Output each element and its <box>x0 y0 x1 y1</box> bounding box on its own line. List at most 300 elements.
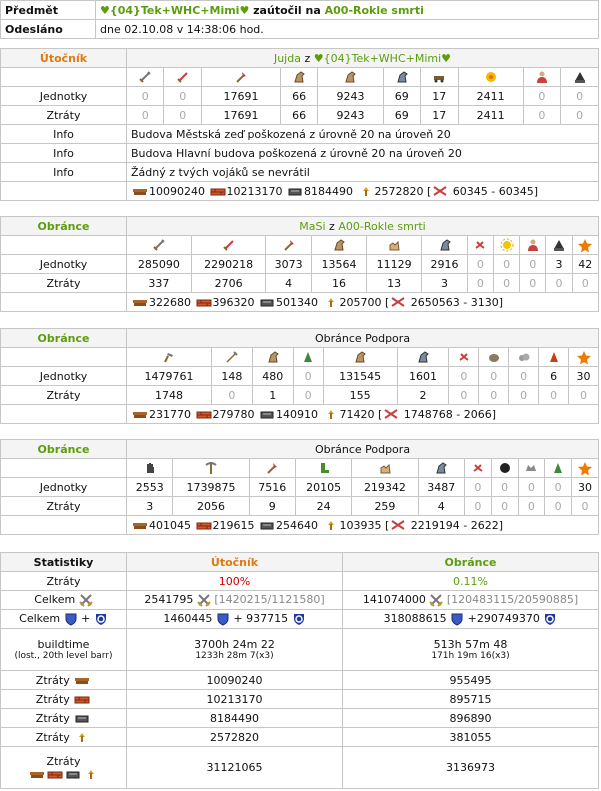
crop-icon <box>323 409 339 420</box>
statistics-table <box>0 552 599 789</box>
wood-icon <box>132 297 148 308</box>
wood-icon <box>29 769 45 780</box>
unit-count: 1601 <box>397 367 449 386</box>
stats-title: Statistiky <box>1 553 127 572</box>
capacity-icon <box>383 409 399 420</box>
sent-value: dne 02.10.08 v 14:38:06 hod. <box>96 20 599 39</box>
unit-count: 6 <box>539 367 569 386</box>
clay-icon <box>210 186 226 197</box>
losses-label: Ztráty <box>1 497 127 516</box>
star-icon <box>578 238 592 252</box>
wolf-icon <box>524 461 538 475</box>
unit-count: 66 <box>280 87 317 106</box>
z-text: z <box>304 51 311 65</box>
attacker-table <box>0 48 599 201</box>
resource-value: 322680 <box>149 295 191 309</box>
defender-role: Obránce <box>1 440 127 459</box>
rock-icon <box>487 350 501 364</box>
unit-count: 7516 <box>249 478 295 497</box>
horse-icon <box>353 350 367 364</box>
unit-count: 148 <box>211 367 252 386</box>
unit-count: 30 <box>569 367 599 386</box>
resource-value: 231770 <box>149 407 191 421</box>
iron-icon <box>287 186 303 197</box>
total-label: Celkem <box>19 612 61 625</box>
resource-loss-defender: 3136973 <box>343 747 599 789</box>
unit-count: 0 <box>449 386 479 405</box>
iron-icon <box>74 713 90 724</box>
unit-count: 0 <box>211 386 252 405</box>
unit-icon-cell <box>127 68 164 87</box>
resource-value: 205700 <box>339 295 382 309</box>
camel-icon <box>387 238 401 252</box>
wizard-icon <box>301 350 315 364</box>
resource-loss-defender: 381055 <box>343 728 599 747</box>
unit-count: 1479761 <box>127 367 212 386</box>
info-label: Info <box>1 163 127 182</box>
losses-label: Ztráty <box>1 572 127 591</box>
unit-count: 0 <box>479 386 509 405</box>
unit-count: 0 <box>523 106 560 125</box>
defender-player-link[interactable]: MaSi <box>299 219 326 233</box>
unit-count: 0 <box>293 386 323 405</box>
unit-icon-cell <box>164 68 201 87</box>
resource-value: 279780 <box>212 407 255 421</box>
axe-icon <box>234 70 248 84</box>
support-title: Obránce Podpora <box>127 440 599 459</box>
unit-count: 0 <box>546 274 572 293</box>
capacity-icon <box>390 520 406 531</box>
sun-icon <box>500 238 514 252</box>
unit-count: 9 <box>249 497 295 516</box>
buildtime-defender: 513h 57m 48 <box>433 637 508 651</box>
defender-role: Obránce <box>1 217 127 236</box>
resource-value: 401045 <box>149 518 191 532</box>
z-text: z <box>329 219 335 233</box>
unit-count: 0 <box>561 106 599 125</box>
unit-icon-cell <box>266 236 312 255</box>
clay-icon <box>47 769 63 780</box>
unit-count: 2411 <box>458 87 523 106</box>
clay-icon <box>196 520 212 531</box>
horse-icon <box>332 238 346 252</box>
buildtime-attacker-sub: 1233h 28m 7(x3) <box>195 650 274 661</box>
capacity-value: 2650563 - 3130 <box>410 295 499 309</box>
unit-icon-cell <box>518 459 545 478</box>
unit-icon-cell <box>458 68 523 87</box>
unit-icon-cell <box>252 348 293 367</box>
attacker-role: Útočník <box>1 49 127 68</box>
resources-row: 401045 219615 254640 103935 [ 2219194 - 2622] <box>127 516 599 535</box>
sent-row <box>1 20 599 39</box>
pickaxe-icon <box>204 461 218 475</box>
unit-icon-cell <box>449 348 479 367</box>
total-label: Celkem <box>34 593 76 606</box>
unit-count: 3 <box>546 255 572 274</box>
unit-count: 0 <box>491 478 518 497</box>
resource-value: 10213170 <box>226 184 283 198</box>
resource-loss-defender: 955495 <box>343 671 599 690</box>
resource-value: 254640 <box>276 518 318 532</box>
noble-icon <box>526 238 540 252</box>
knight-icon <box>416 350 430 364</box>
losses-label: Ztráty <box>35 673 70 687</box>
bunny-icon <box>471 461 485 475</box>
unit-count: 0 <box>572 497 599 516</box>
crop-icon <box>323 520 339 531</box>
unit-count: 0 <box>569 386 599 405</box>
unit-count: 0 <box>520 274 546 293</box>
horse-icon <box>266 350 280 364</box>
clay-icon <box>196 297 212 308</box>
iron-icon <box>259 297 275 308</box>
star-icon <box>578 461 592 475</box>
unit-count: 0 <box>293 367 323 386</box>
resource-value: 8184490 <box>304 184 353 198</box>
defender-alliance-link[interactable]: A00-Rokle smrti <box>338 219 426 233</box>
total2-attacker-b: 937715 <box>246 612 289 625</box>
unit-count: 0 <box>127 87 164 106</box>
star-icon <box>577 350 591 364</box>
unit-icon-cell <box>127 236 192 255</box>
unit-icon-cell <box>509 348 539 367</box>
knight-icon <box>434 461 448 475</box>
resources-row: 322680 396320 501340 205700 [ 2650563 - 3130] <box>127 293 599 312</box>
unit-count: 13 <box>367 274 422 293</box>
boot-icon <box>317 461 331 475</box>
unit-count: 155 <box>323 386 397 405</box>
axe-icon <box>282 238 296 252</box>
total2-attacker-a: 1460445 <box>163 612 213 625</box>
total2-defender-a: 318088615 <box>383 612 447 625</box>
unit-count: 17 <box>421 87 458 106</box>
unit-count: 2553 <box>127 478 173 497</box>
total-attacker-detail: [1420215/1121580] <box>214 593 325 606</box>
defender3-table <box>0 439 599 535</box>
info-text: Žádný z tvých vojáků se nevrátil <box>127 163 599 182</box>
defender1-table <box>0 216 599 312</box>
blue-shield-icon <box>64 612 78 626</box>
wood-icon <box>74 675 90 686</box>
units-label: Jednotky <box>1 478 127 497</box>
losses-label: Ztráty <box>35 692 70 706</box>
unit-icon-cell <box>545 459 572 478</box>
capacity-icon <box>390 297 406 308</box>
shield-ring-icon <box>543 612 557 626</box>
unit-icon-cell <box>572 459 599 478</box>
cloud-icon <box>517 350 531 364</box>
unit-icon-cell <box>280 68 317 87</box>
unit-count: 3073 <box>266 255 312 274</box>
red-hat-icon <box>547 350 561 364</box>
wood-icon <box>132 409 148 420</box>
buildtime-attacker: 3700h 24m 22 <box>194 637 275 651</box>
info-text: Budova Hlavní budova poškozená z úrovně 20 na úroveň 20 <box>127 144 599 163</box>
resource-loss-defender: 896890 <box>343 709 599 728</box>
unit-icon-cell <box>546 236 572 255</box>
unit-count: 4 <box>418 497 464 516</box>
unit-count: 1739875 <box>173 478 249 497</box>
catapult-icon <box>484 70 498 84</box>
unit-count: 9243 <box>318 106 383 125</box>
capacity-value: 1748768 - 2066 <box>403 407 492 421</box>
knight-icon <box>395 70 409 84</box>
unit-count: 2916 <box>422 255 468 274</box>
unit-count: 69 <box>383 106 420 125</box>
unit-count: 259 <box>352 497 418 516</box>
bunny-icon <box>473 238 487 252</box>
resource-value: 2572820 <box>374 184 424 198</box>
unit-count: 17 <box>421 106 458 125</box>
unit-count: 17691 <box>201 87 280 106</box>
unit-icon-cell <box>191 236 266 255</box>
resources-row: 231770 279780 140910 71420 [ 1748768 - 2066] <box>127 405 599 424</box>
unit-icon-cell <box>467 236 493 255</box>
attacker-player-link[interactable]: Jujda <box>273 51 301 65</box>
crop-icon <box>323 297 339 308</box>
unit-icon-cell <box>383 68 420 87</box>
axe-icon <box>265 461 279 475</box>
unit-count: 0 <box>518 478 545 497</box>
unit-icon-cell <box>352 459 418 478</box>
unit-icon-cell <box>249 459 295 478</box>
subject-verb: zaútočil na <box>253 3 321 17</box>
unit-count: 0 <box>467 255 493 274</box>
attacker-alliance-link[interactable]: ♥{04}Tek+WHC+Mimi♥ <box>313 51 452 65</box>
stone-icon <box>498 461 512 475</box>
ram-icon <box>432 70 446 84</box>
unit-count: 13564 <box>311 255 366 274</box>
unit-count: 0 <box>164 87 201 106</box>
unit-icon-cell <box>422 236 468 255</box>
unit-count: 0 <box>572 274 598 293</box>
spear-icon <box>225 350 239 364</box>
hammer-icon <box>162 350 176 364</box>
unit-count: 1 <box>252 386 293 405</box>
unit-count: 2290218 <box>191 255 266 274</box>
plus-sign: + <box>81 612 91 625</box>
unit-count: 0 <box>164 106 201 125</box>
buildtime-label: buildtime <box>37 637 90 651</box>
defender2-table <box>0 328 599 424</box>
resource-value: 219615 <box>212 518 255 532</box>
resource-loss-attacker: 10213170 <box>127 690 343 709</box>
defender-role: Obránce <box>1 329 127 348</box>
unit-icon-cell <box>127 459 173 478</box>
unit-count: 11129 <box>367 255 422 274</box>
crop-icon <box>358 186 374 197</box>
resource-loss-attacker: 8184490 <box>127 709 343 728</box>
sword-icon <box>152 238 166 252</box>
unit-count: 0 <box>545 478 572 497</box>
unit-icon-cell <box>293 348 323 367</box>
unit-count: 0 <box>493 274 519 293</box>
unit-icon-cell <box>173 459 249 478</box>
fist-icon <box>143 461 157 475</box>
total-defender-detail: [120483115/20590885] <box>446 593 579 606</box>
resource-loss-defender: 895715 <box>343 690 599 709</box>
unit-count: 0 <box>479 367 509 386</box>
unit-count: 0 <box>467 274 493 293</box>
unit-count: 3 <box>422 274 468 293</box>
unit-count: 0 <box>520 255 546 274</box>
unit-count: 0 <box>518 497 545 516</box>
losses-label: Ztráty <box>1 386 127 405</box>
unit-count: 42 <box>572 255 598 274</box>
unit-count: 0 <box>561 87 599 106</box>
resource-value: 10090240 <box>149 184 205 198</box>
unit-count: 0 <box>545 497 572 516</box>
loss-pct-attacker: 100% <box>127 572 343 591</box>
iron-icon <box>259 520 275 531</box>
unit-count: 219342 <box>352 478 418 497</box>
units-label: Jednotky <box>1 367 127 386</box>
unit-icon-cell <box>479 348 509 367</box>
camel-icon <box>378 461 392 475</box>
total2-defender-b: +290749370 <box>467 612 540 625</box>
resources-row: 10090240 10213170 8184490 2572820 [ 60345 - 60345] <box>127 182 599 201</box>
unit-icon-cell <box>323 348 397 367</box>
unit-count: 0 <box>523 87 560 106</box>
losses-label: Ztráty <box>35 711 70 725</box>
unit-count: 2706 <box>191 274 266 293</box>
wizard-icon <box>551 461 565 475</box>
buildtime-defender-sub: 171h 19m 16(x3) <box>431 650 510 661</box>
resource-value: 501340 <box>276 295 318 309</box>
resource-loss-attacker: 10090240 <box>127 671 343 690</box>
crossed-swords-icon <box>197 593 211 607</box>
unit-count: 1748 <box>127 386 212 405</box>
subject-attacker-link[interactable]: ♥{04}Tek+WHC+Mimi♥ <box>100 3 250 17</box>
red-sword-icon <box>222 238 236 252</box>
unit-count: 16 <box>311 274 366 293</box>
unit-count: 0 <box>509 367 539 386</box>
iron-icon <box>65 769 81 780</box>
unit-count: 0 <box>491 497 518 516</box>
ranger-icon <box>552 238 566 252</box>
unit-count: 337 <box>127 274 192 293</box>
unit-icon-cell <box>367 236 422 255</box>
unit-icon-cell <box>311 236 366 255</box>
unit-icon-cell <box>520 236 546 255</box>
unit-count: 131545 <box>323 367 397 386</box>
unit-icon-cell <box>523 68 560 87</box>
unit-icon-cell <box>418 459 464 478</box>
unit-count: 4 <box>266 274 312 293</box>
unit-icon-cell <box>539 348 569 367</box>
horse-icon <box>343 70 357 84</box>
unit-count: 69 <box>383 87 420 106</box>
plus-sign: + <box>233 612 243 625</box>
units-label: Jednotky <box>1 255 127 274</box>
unit-count: 0 <box>465 478 492 497</box>
capacity-icon <box>432 186 448 197</box>
sword-icon <box>138 70 152 84</box>
stats-defender-head: Obránce <box>343 553 599 572</box>
unit-icon-cell <box>296 459 352 478</box>
unit-icon-cell <box>465 459 492 478</box>
unit-icon-cell <box>318 68 383 87</box>
total-attacker: 2541795 <box>144 593 194 606</box>
unit-count: 0 <box>127 106 164 125</box>
unit-count: 285090 <box>127 255 192 274</box>
resource-loss-attacker: 2572820 <box>127 728 343 747</box>
red-sword-icon <box>176 70 190 84</box>
noble-icon <box>535 70 549 84</box>
wood-icon <box>132 186 148 197</box>
loss-pct-defender: 0.11% <box>343 572 599 591</box>
crop-icon <box>74 732 90 743</box>
clay-icon <box>74 694 90 705</box>
crossed-swords-icon <box>79 593 93 607</box>
resource-value: 103935 <box>339 518 382 532</box>
stats-attacker-head: Útočník <box>127 553 343 572</box>
unit-count: 0 <box>509 386 539 405</box>
shield-ring-icon <box>94 612 108 626</box>
clay-icon <box>196 409 212 420</box>
total-defender: 141074000 <box>362 593 426 606</box>
unit-count: 9243 <box>318 87 383 106</box>
unit-count: 3487 <box>418 478 464 497</box>
unit-count: 20105 <box>296 478 352 497</box>
unit-count: 2 <box>397 386 449 405</box>
losses-label: Ztráty <box>1 274 127 293</box>
unit-icon-cell <box>561 68 599 87</box>
unit-count: 30 <box>572 478 599 497</box>
iron-icon <box>259 409 275 420</box>
sent-label: Odesláno <box>1 20 96 39</box>
subject-target-link[interactable]: A00-Rokle smrti <box>324 3 424 17</box>
unit-icon-cell <box>201 68 280 87</box>
unit-count: 0 <box>493 255 519 274</box>
subject-label: Předmět <box>1 1 96 20</box>
support-title: Obránce Podpora <box>127 329 599 348</box>
info-label: Info <box>1 125 127 144</box>
horse-icon <box>292 70 306 84</box>
unit-count: 480 <box>252 367 293 386</box>
unit-count: 24 <box>296 497 352 516</box>
unit-count: 0 <box>465 497 492 516</box>
resource-value: 396320 <box>212 295 255 309</box>
crop-icon <box>83 769 99 780</box>
info-label: Info <box>1 144 127 163</box>
bunny-icon <box>457 350 471 364</box>
shield-ring-icon <box>292 612 306 626</box>
blue-shield-icon <box>216 612 230 626</box>
losses-label: Ztráty <box>1 106 127 125</box>
unit-count: 66 <box>280 106 317 125</box>
unit-icon-cell <box>572 236 598 255</box>
unit-icon-cell <box>397 348 449 367</box>
capacity-value: 2219194 - 2622 <box>410 518 499 532</box>
unit-icon-cell <box>569 348 599 367</box>
resource-loss-attacker: 31121065 <box>127 747 343 789</box>
unit-count: 2411 <box>458 106 523 125</box>
crossed-swords-icon <box>429 593 443 607</box>
unit-count: 0 <box>449 367 479 386</box>
losses-label: Ztráty <box>35 730 70 744</box>
knight-icon <box>438 238 452 252</box>
losses-label: Ztráty <box>46 754 81 768</box>
units-label: Jednotky <box>1 87 127 106</box>
unit-count: 3 <box>127 497 173 516</box>
unit-icon-cell <box>211 348 252 367</box>
ranger-icon <box>573 70 587 84</box>
unit-icon-cell <box>491 459 518 478</box>
unit-icon-cell <box>127 348 212 367</box>
wood-icon <box>132 520 148 531</box>
blue-shield-icon <box>450 612 464 626</box>
